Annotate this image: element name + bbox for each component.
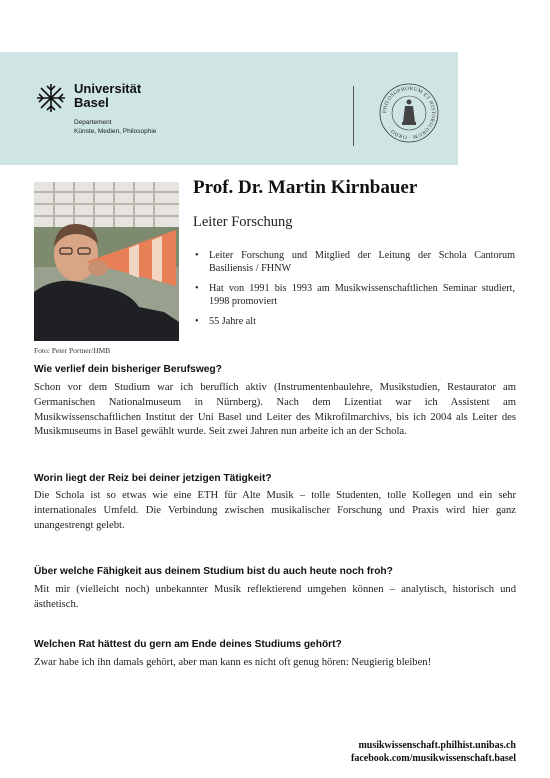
photo-caption: Foto: Peter Portner/HMB (34, 346, 111, 355)
profile-role: Leiter Forschung (193, 214, 293, 230)
header-divider (353, 86, 354, 146)
answer-text: Mit mir (vielleicht noch) unbekannter Musik reflektierend umgehen können – analytisch, historisch und ästhetisch. (34, 584, 516, 610)
profile-name: Prof. Dr. Martin Kirnbauer (193, 177, 418, 198)
facebook-link[interactable]: facebook.com/musikwissenschaft.basel (350, 753, 516, 764)
university-name-line1: Universität (74, 81, 142, 96)
department-label (74, 118, 156, 136)
seal-text: PHILOSOPHORUM ET HISTORICORUM · ORDO · (381, 85, 437, 141)
answer-text: Schon vor dem Studium war ich beruflich aktiv (Instrumentenbaulehre, Musikstudien, Restaurator am Germanischen Nationalmuseum in Nürnberg). Nach dem Lizentiat war ich Assistent am Musikwissenschaftlichen Institut der Uni Basel und Leiter des Mikrofilmarchivs, bis ich 2004 als Leiter des Musikmuseums in Basel gewählt wurde. Seit zwei Jahren nun arbeite ich an der Schola. (34, 382, 516, 438)
faculty-seal-icon (378, 82, 440, 144)
answer-text: Zwar habe ich ihn damals gehört, aber man kann es nicht oft genug hören: Neugierig bleiben! (34, 657, 432, 668)
profile-fact: • 55 Jahre alt (193, 315, 515, 328)
university-name-line2: Basel (74, 95, 109, 110)
profile-facts (193, 249, 515, 335)
department-line1: Departement (74, 119, 112, 126)
footer-links (351, 739, 516, 765)
website-link[interactable]: musikwissenschaft.philhist.unibas.ch (358, 740, 516, 751)
profile-fact: • Leiter Forschung und Mitglied der Leitung der Schola Cantorum Basiliensis / FHNW (193, 249, 515, 275)
question-heading: Worin liegt der Reiz bei deiner jetzigen Tätigkeit? (34, 473, 272, 484)
university-logo-icon (35, 82, 67, 114)
portrait-photo (34, 182, 179, 341)
department-line2: Künste, Medien, Philosophie (74, 128, 157, 135)
university-name (74, 82, 141, 110)
question-heading: Welchen Rat hättest du gern am Ende deines Studiums gehört? (34, 639, 342, 650)
question-heading: Über welche Fähigkeit aus deinem Studium bist du auch heute noch froh? (34, 566, 393, 577)
answer-text: Die Schola ist so etwas wie eine ETH für Alte Musik – tolle Studenten, tolle Kollegen und ein sehr internationales Umfeld. Die Verbindung zwischen musikalischer Forschung und Praxis wird hier ganz unangestrengt gelebt. (34, 490, 516, 531)
question-heading: Wie verlief dein bisheriger Berufsweg? (34, 364, 222, 375)
profile-fact: • Hat von 1991 bis 1993 am Musikwissenschaftlichen Seminar studiert, 1998 promoviert (193, 282, 515, 308)
